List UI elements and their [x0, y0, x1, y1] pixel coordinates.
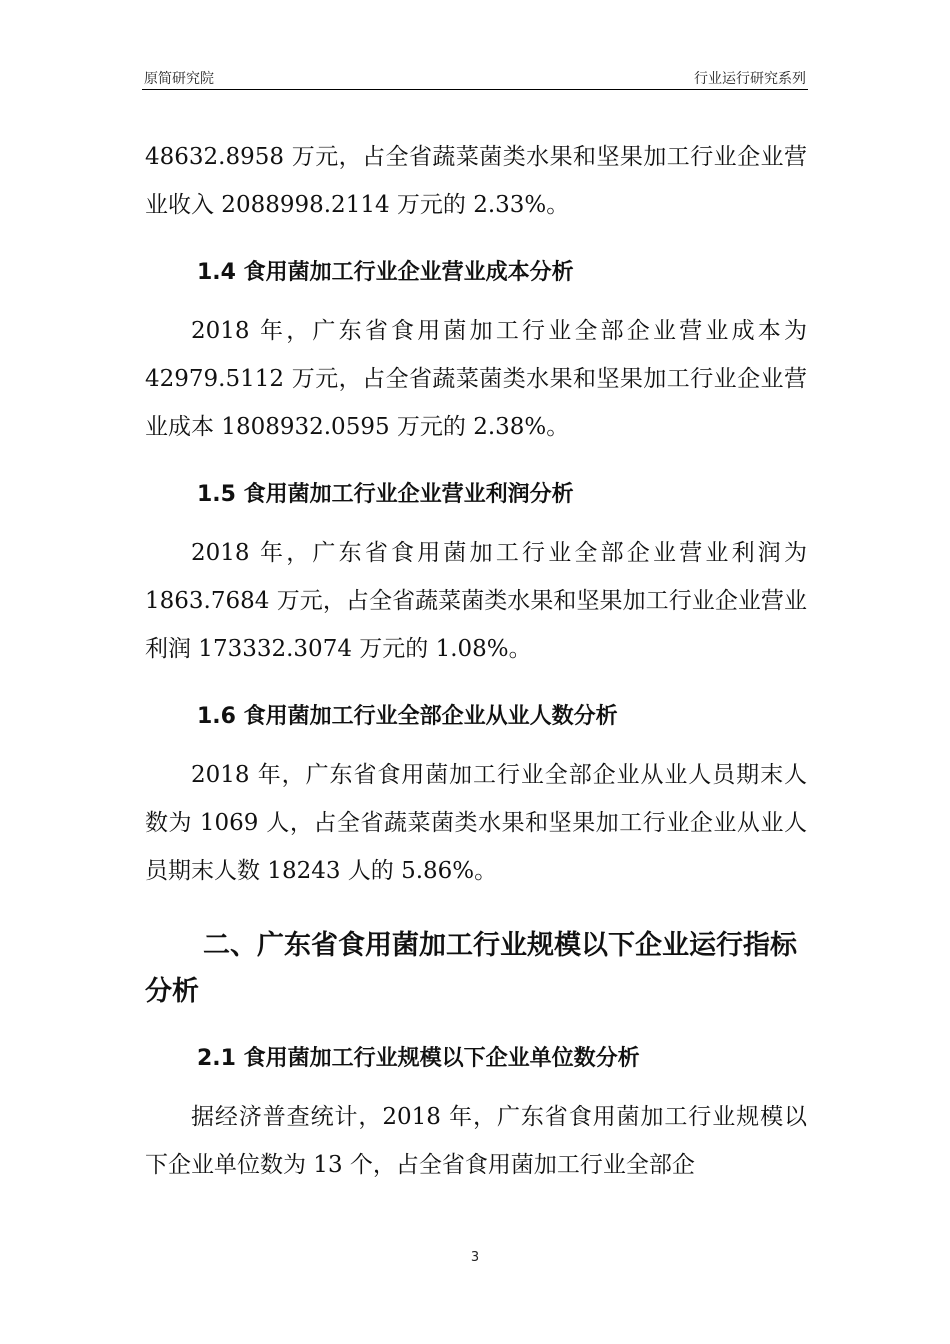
- heading-1-6: 1.6 食用菌加工行业全部企业从业人数分析: [197, 704, 618, 729]
- paragraph-operating-profit: 2018 年，广东省食用菌加工行业全部企业营业利润为 1863.7684 万元，占全省蔬菜菌类水果和坚果加工行业企业营业利润 173332.3074 万元的 1.08%。: [145, 540, 807, 662]
- heading-section-2: 二、广东省食用菌加工行业规模以下企业运行指标分析: [145, 930, 797, 1007]
- paragraph-employees: 2018 年，广东省食用菌加工行业全部企业从业人员期末人数为 1069 人，占全省蔬菜菌类水果和坚果加工行业企业从业人员期末人数 18243 人的 5.86%。: [145, 762, 807, 884]
- heading-1-4: 1.4 食用菌加工行业企业营业成本分析: [197, 260, 574, 285]
- page-body: [145, 133, 807, 1189]
- header-series-name: 行业运行研究系列: [694, 71, 806, 87]
- heading-2-1: 2.1 食用菌加工行业规模以下企业单位数分析: [197, 1046, 640, 1071]
- heading-1-5: 1.5 食用菌加工行业企业营业利润分析: [197, 482, 574, 507]
- paragraph-unit-count: 据经济普查统计，2018 年，广东省食用菌加工行业规模以下企业单位数为 13 个，占全省食用菌加工行业全部企: [145, 1104, 807, 1178]
- paragraph-operating-cost: 2018 年，广东省食用菌加工行业全部企业营业成本为 42979.5112 万元，占全省蔬菜菌类水果和坚果加工行业企业营业成本 1808932.0595 万元的 2.38%。: [145, 318, 807, 440]
- paragraph-revenue-continued: 48632.8958 万元，占全省蔬菜菌类水果和坚果加工行业企业营业收入 2088998.2114 万元的 2.33%。: [145, 144, 807, 218]
- page-number: 3: [470, 1250, 480, 1265]
- header-org-name: 原简研究院: [144, 71, 214, 87]
- header-rule: [142, 89, 808, 90]
